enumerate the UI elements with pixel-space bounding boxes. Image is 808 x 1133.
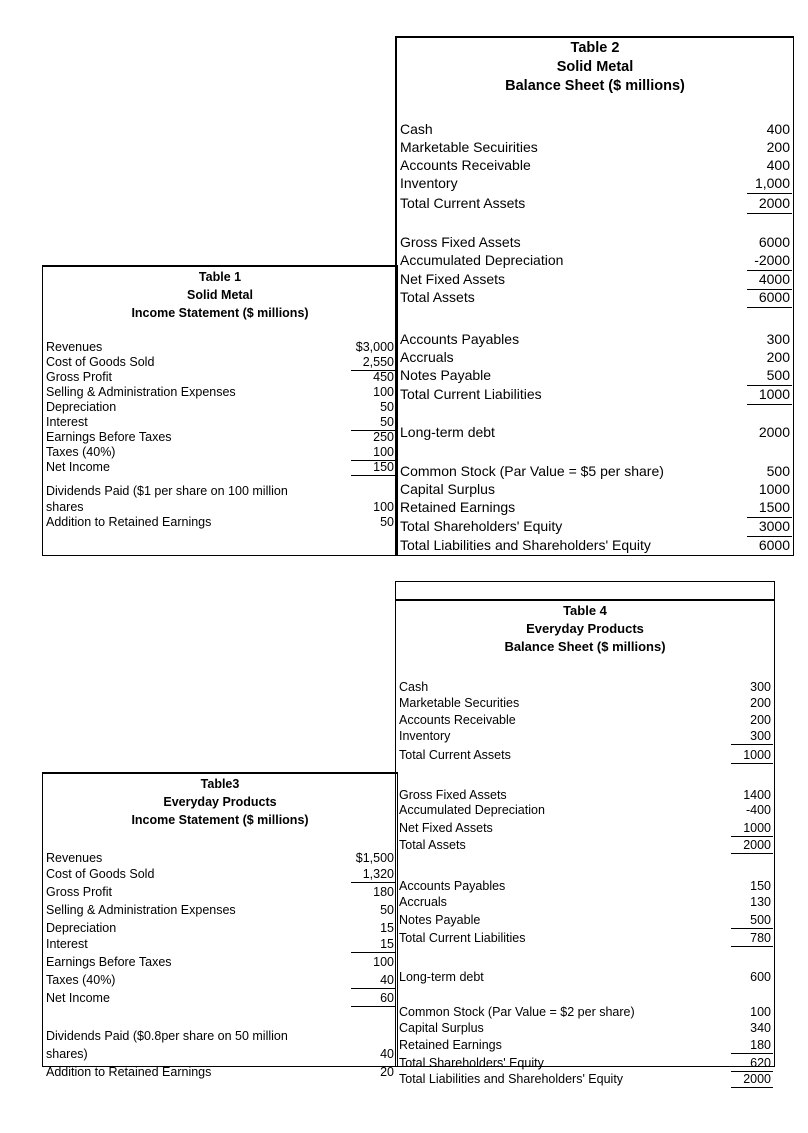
table4-row-value: 2000 xyxy=(743,838,771,852)
table2-row xyxy=(397,138,793,157)
table2-row-label: Retained Earnings xyxy=(400,499,516,515)
table4-sum-underline xyxy=(731,1053,773,1054)
table3-sum-underline xyxy=(351,988,396,989)
table4-title-line: Balance Sheet ($ millions) xyxy=(504,639,666,654)
table1-row-label: Taxes (40%) xyxy=(46,445,116,459)
table2-row-label: Accounts Payables xyxy=(400,331,520,347)
table1-title-line: Table 1 xyxy=(198,270,242,284)
table1-row-label: Cost of Goods Sold xyxy=(46,355,155,369)
table2-row-label: Accumulated Depreciation xyxy=(400,252,564,268)
table4-row-label: Total Liabilities and Shareholders' Equity xyxy=(399,1072,624,1086)
table4-row xyxy=(396,680,774,695)
table3-row-label: Earnings Before Taxes xyxy=(46,955,172,969)
table2-row xyxy=(397,120,793,139)
table4-row xyxy=(396,879,774,894)
table4-row-value: 200 xyxy=(750,696,771,710)
table1-row-label: Addition to Retained Earnings xyxy=(46,515,212,529)
table2-row-value: 1000 xyxy=(758,481,790,497)
table1-row-label: Depreciation xyxy=(46,400,117,414)
table3-row-value: 40 xyxy=(380,1047,394,1061)
table4-row xyxy=(396,821,774,836)
table2-row-value: 6000 xyxy=(758,289,790,305)
table4-row-label: Common Stock (Par Value = $2 per share) xyxy=(399,1005,635,1019)
table3-row xyxy=(43,851,397,866)
table2-sum-underline xyxy=(747,307,792,308)
table3-row-label: Revenues xyxy=(46,851,103,865)
table4-row xyxy=(396,713,774,728)
table2-row-label: Total Shareholders' Equity xyxy=(400,518,563,534)
table2-row-label: Inventory xyxy=(400,175,458,191)
table2-row xyxy=(397,251,793,270)
table3-row-label: Interest xyxy=(46,937,88,951)
table3-row-label: Taxes (40%) xyxy=(46,973,116,987)
table1-row xyxy=(43,370,397,385)
table3-row-label: Depreciation xyxy=(46,921,117,935)
table2-title xyxy=(397,39,793,96)
table4-row-value: 2000 xyxy=(743,1072,771,1086)
table2-row-value: 200 xyxy=(766,139,790,155)
table4-row-label: Retained Earnings xyxy=(399,1038,502,1052)
table2-row-label: Total Assets xyxy=(400,289,475,305)
table2-row-label: Capital Surplus xyxy=(400,481,495,497)
table2-row xyxy=(397,366,793,385)
table4-row-value: 1400 xyxy=(743,788,771,802)
table2-row-value: 1500 xyxy=(758,499,790,515)
table1-title-line: Solid Metal xyxy=(187,288,253,302)
table3-row xyxy=(43,991,397,1006)
table4-row-value: 200 xyxy=(750,713,771,727)
table2-row-value: 6000 xyxy=(758,234,790,250)
table3-row-label: Selling & Administration Expenses xyxy=(46,903,236,917)
table4-row-value: 1000 xyxy=(743,821,771,835)
table4-row-label: Long-term debt xyxy=(399,970,484,984)
table1-income-statement xyxy=(42,265,398,556)
table3-row-value: 1,320 xyxy=(362,867,394,881)
table2-row xyxy=(397,330,793,349)
table3-row-value: 40 xyxy=(380,973,394,987)
table4-row-value: 300 xyxy=(750,680,771,694)
table1-row-label: Gross Profit xyxy=(46,370,112,384)
table2-row-label: Total Current Liabilities xyxy=(400,386,542,402)
table4-row xyxy=(396,748,774,763)
table3-row-value: 15 xyxy=(380,921,394,935)
table2-row-value: 400 xyxy=(766,157,790,173)
table3-row-value: 60 xyxy=(380,991,394,1005)
table4-row xyxy=(396,1056,774,1071)
table2-row-value: 6000 xyxy=(758,537,790,553)
table2-row xyxy=(397,480,793,499)
table4-row-value: 150 xyxy=(750,879,771,893)
table1-row-label: Net Income xyxy=(46,460,110,474)
table1-row-label: shares xyxy=(46,500,84,514)
table3-sum-underline xyxy=(351,1006,396,1007)
table4-title-line: Everyday Products xyxy=(526,621,644,636)
table4-sum-underline xyxy=(731,928,773,929)
table3-row-value: 100 xyxy=(373,955,394,969)
table3-sum-underline xyxy=(351,882,396,883)
table1-row xyxy=(43,430,397,445)
table2-row xyxy=(397,174,793,193)
table4-row-value: 100 xyxy=(750,1005,771,1019)
table4-row-label: Accounts Receivable xyxy=(399,713,516,727)
table1-row-value: $3,000 xyxy=(355,340,394,354)
table2-title-line: Balance Sheet ($ millions) xyxy=(505,78,685,94)
table4-row-label: Total Assets xyxy=(399,838,466,852)
table2-row-label: Accruals xyxy=(400,349,454,365)
table2-row-value: 500 xyxy=(766,367,790,383)
table4-row xyxy=(396,1005,774,1020)
table2-row-value: 3000 xyxy=(758,518,790,534)
table1-row-value: 50 xyxy=(380,415,394,429)
table1-row-value: 450 xyxy=(373,370,394,384)
table1-row-value: 100 xyxy=(373,445,394,459)
table4-row xyxy=(396,1021,774,1036)
table1-row-value: 100 xyxy=(373,385,394,399)
table4-row-label: Accumulated Depreciation xyxy=(399,803,545,817)
table4-row-value: 1000 xyxy=(743,748,771,762)
table4-sum-underline xyxy=(731,744,773,745)
table2-row-value: 500 xyxy=(766,463,790,479)
table3-title xyxy=(43,775,397,829)
table1-row-value: 2,550 xyxy=(362,355,394,369)
table2-row xyxy=(397,270,793,289)
table3-row xyxy=(43,937,397,952)
table1-title xyxy=(43,268,397,322)
table4-row-label: Cash xyxy=(399,680,429,694)
table3-row-label: Addition to Retained Earnings xyxy=(46,1065,212,1079)
table2-row-label: Long-term debt xyxy=(400,424,495,440)
table4-sum-underline xyxy=(731,763,773,764)
table3-row-value: 180 xyxy=(373,885,394,899)
table3-title-line: Income Statement ($ millions) xyxy=(131,813,309,827)
table4-title-line: Table 4 xyxy=(563,603,607,618)
table4-row-value: 620 xyxy=(750,1056,771,1070)
table3-row xyxy=(43,1047,397,1062)
table2-row-value: 2000 xyxy=(758,195,790,211)
table4-row-label: Total Shareholders' Equity xyxy=(399,1056,544,1070)
table2-sum-underline xyxy=(747,404,792,405)
table2-row xyxy=(397,385,793,404)
table3-row xyxy=(43,1065,397,1080)
table1-sum-underline xyxy=(351,475,396,476)
table2-row xyxy=(397,233,793,252)
table1-row-label: Revenues xyxy=(46,340,103,354)
table4-row xyxy=(396,1038,774,1053)
table1-row-value: 150 xyxy=(373,460,394,474)
table1-row-value: 250 xyxy=(373,430,394,444)
table4-row-label: Capital Surplus xyxy=(399,1021,484,1035)
table4-row-value: 600 xyxy=(750,970,771,984)
table3-row xyxy=(43,1029,397,1044)
table3-row-label: Gross Profit xyxy=(46,885,112,899)
table4-row xyxy=(396,696,774,711)
table2-row xyxy=(397,156,793,175)
table2-row xyxy=(397,194,793,213)
table3-row-label: shares) xyxy=(46,1047,88,1061)
table4-row-value: 300 xyxy=(750,729,771,743)
table3-row xyxy=(43,903,397,918)
table3-title-line: Everyday Products xyxy=(163,795,277,809)
table4-row-value: 780 xyxy=(750,931,771,945)
table2-row-value: 400 xyxy=(766,121,790,137)
table3-sum-underline xyxy=(351,952,396,953)
table4-row-value: 500 xyxy=(750,913,771,927)
table2-row-label: Accounts Receivable xyxy=(400,157,531,173)
table2-row-value: 300 xyxy=(766,331,790,347)
table2-row xyxy=(397,462,793,481)
table4-sum-underline xyxy=(731,946,773,947)
table2-row-value: 1000 xyxy=(758,386,790,402)
table2-sum-underline xyxy=(747,555,792,556)
table3-row xyxy=(43,921,397,936)
table2-row-label: Net Fixed Assets xyxy=(400,271,506,287)
table2-row xyxy=(397,288,793,307)
table2-row-label: Total Current Assets xyxy=(400,195,526,211)
table3-row-label: Dividends Paid ($0.8per share on 50 million xyxy=(46,1029,288,1043)
table4-row-label: Inventory xyxy=(399,729,451,743)
table1-row-label: Selling & Administration Expenses xyxy=(46,385,236,399)
table4-row xyxy=(396,838,774,853)
table3-row-label: Cost of Goods Sold xyxy=(46,867,155,881)
table2-row-value: 1,000 xyxy=(754,175,790,191)
table4-sum-underline xyxy=(731,853,773,854)
table1-row-label: Earnings Before Taxes xyxy=(46,430,172,444)
table4-row-label: Accounts Payables xyxy=(399,879,506,893)
table3-row-value: 20 xyxy=(380,1065,394,1079)
table3-row-label: Net Income xyxy=(46,991,110,1005)
table4-sum-underline xyxy=(731,1087,773,1088)
table2-row-label: Total Liabilities and Shareholders' Equity xyxy=(400,537,651,553)
table1-row xyxy=(43,500,397,515)
table4-row-value: 180 xyxy=(750,1038,771,1052)
table2-row xyxy=(397,423,793,442)
table4-row-label: Gross Fixed Assets xyxy=(399,788,507,802)
table2-title-line: Table 2 xyxy=(570,40,620,56)
table1-row xyxy=(43,445,397,460)
table3-row xyxy=(43,973,397,988)
table4-row-label: Accruals xyxy=(399,895,447,909)
table1-title-line: Income Statement ($ millions) xyxy=(131,306,309,320)
table2-sum-underline xyxy=(747,213,792,214)
table3-row-value: 15 xyxy=(380,937,394,951)
table1-row xyxy=(43,400,397,415)
table2-row-label: Common Stock (Par Value = $5 per share) xyxy=(400,463,664,479)
table3-row xyxy=(43,885,397,900)
table4-row-value: 340 xyxy=(750,1021,771,1035)
table3-title-line: Table3 xyxy=(200,777,240,791)
table2-title-line: Solid Metal xyxy=(556,59,634,75)
table4-row-label: Total Current Liabilities xyxy=(399,931,526,945)
table4-row xyxy=(396,895,774,910)
table4-balance-sheet xyxy=(395,581,775,1086)
table4-row-label: Notes Payable xyxy=(399,913,481,927)
table4-row-value: 130 xyxy=(750,895,771,909)
table2-row-value: -2000 xyxy=(754,252,790,268)
table2-row xyxy=(397,498,793,517)
table3-row xyxy=(43,867,397,882)
table1-row xyxy=(43,340,397,355)
table2-row-label: Gross Fixed Assets xyxy=(400,234,521,250)
table2-row-value: 200 xyxy=(766,349,790,365)
table2-row xyxy=(397,536,793,555)
table1-row-value: 50 xyxy=(380,515,394,529)
table2-row xyxy=(397,517,793,536)
table1-row xyxy=(43,355,397,370)
table3-row xyxy=(43,955,397,970)
table4-row-label: Net Fixed Assets xyxy=(399,821,493,835)
table1-row-value: 50 xyxy=(380,400,394,414)
table2-row-label: Notes Payable xyxy=(400,367,492,383)
table2-row xyxy=(397,348,793,367)
table1-row xyxy=(43,515,397,530)
table1-row-label: Interest xyxy=(46,415,88,429)
table2-row-label: Marketable Secuirities xyxy=(400,139,538,155)
table4-row xyxy=(396,803,774,818)
table1-row xyxy=(43,385,397,400)
table3-row-value: 50 xyxy=(380,903,394,917)
table2-row-value: 4000 xyxy=(758,271,790,287)
table4-row xyxy=(396,931,774,946)
table2-row-label: Cash xyxy=(400,121,433,137)
table4-row-label: Marketable Securities xyxy=(399,696,520,710)
table4-row xyxy=(396,970,774,985)
table4-row-label: Total Current Assets xyxy=(399,748,511,762)
table4-sum-underline xyxy=(731,836,773,837)
table1-row xyxy=(43,460,397,475)
table2-row-value: 2000 xyxy=(758,424,790,440)
table2-balance-sheet xyxy=(395,36,794,556)
table4-row-value: -400 xyxy=(745,803,771,817)
table1-row-value: 100 xyxy=(373,500,394,514)
table3-income-statement xyxy=(42,772,398,1079)
table3-row-value: $1,500 xyxy=(355,851,394,865)
table1-row-label: Dividends Paid ($1 per share on 100 million xyxy=(46,484,288,498)
table1-row xyxy=(43,484,397,499)
table4-row xyxy=(396,729,774,744)
table4-row xyxy=(396,913,774,928)
table4-row xyxy=(396,1072,774,1087)
table4-row xyxy=(396,788,774,803)
table1-row xyxy=(43,415,397,430)
table4-title xyxy=(396,602,774,656)
